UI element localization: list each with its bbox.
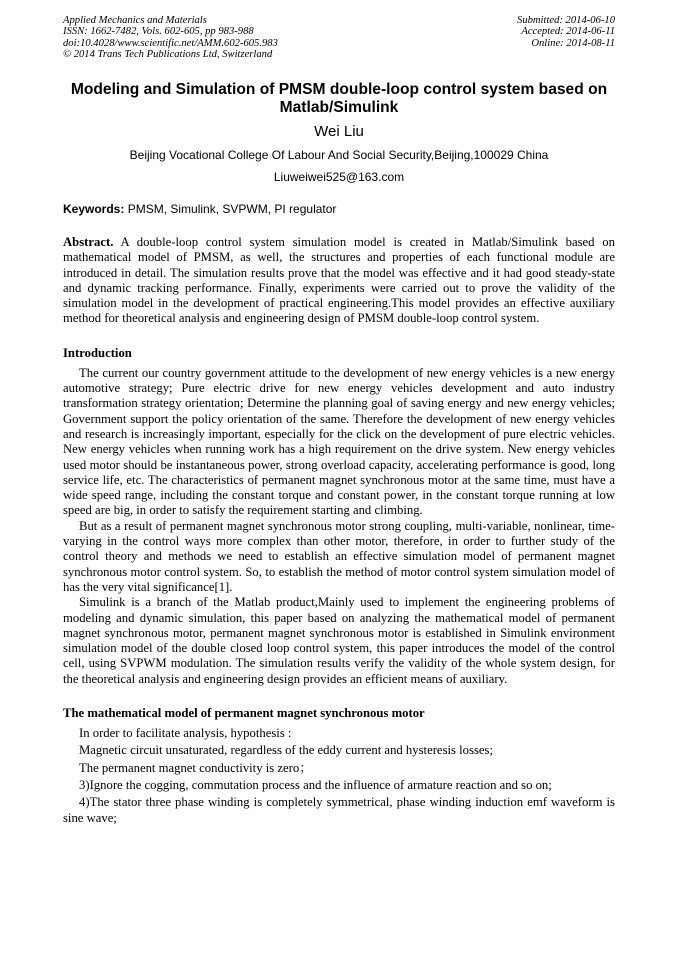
abstract-text: A double-loop control system simulation model is created in Matlab/Simulink based on mathematical model of PMSM, as well, the structures and properties of each functional module are introduced in detail. The simulation results prove that the model was effective and it had good steady-state and dynamic tracking performance. Finally, experiments were carried out to prove the validity of the simulation model in the development of practical engineering.This model provides an effective auxiliary method for theoretical analysis and engineering design of PMSM double-loop control system. <box>63 235 615 326</box>
section-heading-introduction: Introduction <box>63 345 132 360</box>
journal-issn: ISSN: 1662-7482, Vols. 602-605, pp 983-988 <box>63 26 254 38</box>
author-email[interactable]: Liuweiwei525@163.com <box>273 170 405 184</box>
hypothesis-item: In order to facilitate analysis, hypothesis : <box>79 726 292 741</box>
paper-author: Wei Liu <box>314 123 364 140</box>
abstract <box>63 235 615 327</box>
journal-copyright: © 2014 Trans Tech Publications Ltd, Switzerland <box>63 49 273 61</box>
paragraph: Simulink is a branch of the Matlab product,Mainly used to implement the engineering problems of modeling and dynamic simulation, this paper based on analyzing the mathematical model of permanent magnet synchronous motor, permanent magnet synchronous motor is established in Simulink environment simulation model of the double closed loop control system, this paper introduces the model of the control cell, using SVPWM modulation. The simulation results verify the validity of the whole system design, for the theoretical analysis and engineering design provides an efficient means of auxiliary. <box>63 595 615 686</box>
keywords-label: Keywords: <box>63 202 125 216</box>
paper-title: Modeling and Simulation of PMSM double-loop control system based on Matlab/Simulink <box>70 81 608 116</box>
journal-header <box>63 15 615 65</box>
journal-name: Applied Mechanics and Materials <box>63 15 207 26</box>
introduction-body <box>63 366 615 687</box>
math-model-body <box>63 726 615 826</box>
journal-doi[interactable]: doi:10.4028/www.scientific.net/AMM.602-605.983 <box>63 37 278 49</box>
hypothesis-item: 3)Ignore the cogging, commutation process and the influence of armature reaction and so on; <box>79 777 552 792</box>
keywords-list: PMSM, Simulink, SVPWM, PI regulator <box>127 202 337 216</box>
author-affiliation: Beijing Vocational College Of Labour And Social Security,Beijing,100029 China <box>129 148 549 162</box>
paper-page <box>63 15 615 826</box>
paragraph: But as a result of permanent magnet synchronous motor strong coupling, multi-variable, nonlinear, time-varying in the control ways more complex than other motor, therefore, in order to further study of the control theory and methods we need to establish an effective simulation model of permanent magnet synchronous motor control system. So, to establish the method of motor control system simulation model of has the very vital significance[1]. <box>63 518 615 594</box>
journal-info <box>63 15 278 61</box>
hypothesis-item: 4)The stator three phase winding is completely symmetrical, phase winding induction emf waveform is sine wave; <box>63 795 615 825</box>
keywords <box>63 202 615 216</box>
hypothesis-item: The permanent magnet conductivity is zero； <box>79 760 312 775</box>
accepted-date: Accepted: 2014-06-11 <box>521 26 615 38</box>
paragraph: The current our country government attitude to the development of new energy vehicles is a new energy automotive strategy; Pure electric drive for new energy vehicles development and auto industry transformation strategy orientation; Determine the planning goal of saving energy and new energy vehicles; Government support the policy orientation of the same. Therefore the development of new energy vehicles and research is increasingly important, especially for the click on the development of pure electric vehicles. New energy vehicles when running work has a high requirement on the drive system. New energy vehicles used motor should be instantaneous power, strong overload capacity, accelerating performance is good, long service life, etc. The characteristics of permanent magnet synchronous motor at the same time, must have a wide speed range, including the constant torque and constant power, in the constant torque running at low speed are big, in order to satisfy the requirement starting and climbing. <box>63 365 615 518</box>
section-heading-math-model: The mathematical model of permanent magnet synchronous motor <box>63 706 425 721</box>
submitted-date: Submitted: 2014-06-10 <box>517 15 615 26</box>
online-date: Online: 2014-08-11 <box>531 37 615 49</box>
hypothesis-item: Magnetic circuit unsaturated, regardless of the eddy current and hysteresis losses; <box>79 743 493 758</box>
submission-dates <box>517 15 615 49</box>
abstract-label: Abstract. <box>63 235 114 249</box>
